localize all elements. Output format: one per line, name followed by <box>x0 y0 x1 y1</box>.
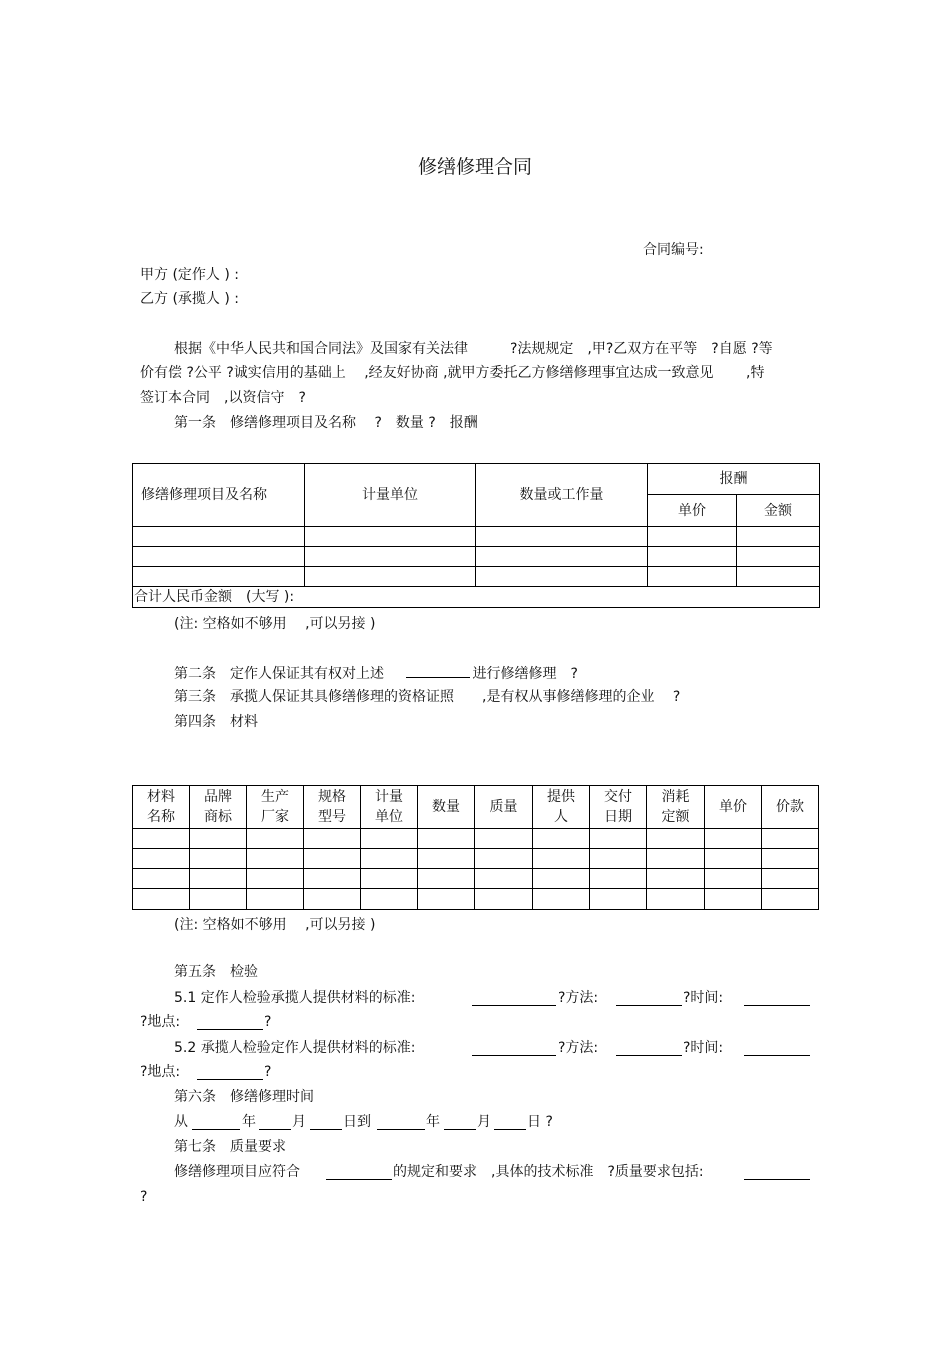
start-month-blank[interactable] <box>259 1114 291 1130</box>
end-day-blank[interactable] <box>494 1114 526 1130</box>
article-1-heading: 第一条 修缮修理项目及名称 ? 数量 ? 报酬 <box>174 415 478 431</box>
s52-place-label: ?地点: <box>140 1064 181 1080</box>
intro-line-2: 价有偿 ?公平 ?诚实信用的基础上 ,经友好协商 ,就甲方委托乙方修缮修理事宜达成一致意见 ,特 <box>140 365 765 381</box>
table-row <box>133 567 820 587</box>
s51-time-label: ?时间: <box>683 990 724 1006</box>
party-b-line: 乙方 (承揽人 ) : <box>140 291 239 307</box>
header-quantity: 数量或工作量 <box>476 464 648 527</box>
note-2: (注: 空格如不够用 ,可以另接 ) <box>174 917 376 933</box>
intro-line-3: 签订本合同 ,以资信守 ? <box>140 390 306 406</box>
header-project: 修缮修理项目及名称 <box>133 464 305 527</box>
time-day-end: 日 ? <box>527 1114 553 1130</box>
header-pay: 报酬 <box>648 464 820 495</box>
quality-text-a: 修缮修理项目应符合 <box>174 1164 300 1180</box>
mh-0: 材料 名称 <box>133 786 190 829</box>
s52-place-blank[interactable] <box>197 1064 263 1080</box>
table-row <box>133 849 819 869</box>
contract-number-label: 合同编号: <box>643 242 704 258</box>
mh-9: 消耗 定额 <box>647 786 705 829</box>
table-row <box>133 547 820 567</box>
mh-8: 交付 日期 <box>590 786 647 829</box>
article-6-heading: 第六条 修缮修理时间 <box>174 1089 314 1105</box>
article-2-blank[interactable] <box>406 662 470 678</box>
article-3: 第三条 承揽人保证其具修缮修理的资格证照 ,是有权从事修缮修理的企业 ? <box>174 689 681 705</box>
note-1: (注: 空格如不够用 ,可以另接 ) <box>174 616 376 632</box>
quality-standard-blank[interactable] <box>326 1164 392 1180</box>
time-from: 从 <box>174 1114 188 1130</box>
time-year: 年 <box>242 1114 256 1130</box>
table-row <box>133 829 819 849</box>
party-a-line: 甲方 (定作人 ) : <box>140 267 239 283</box>
total-amount-row: 合计人民币金额 (大写 ): <box>133 587 820 608</box>
time-year-2: 年 <box>426 1114 440 1130</box>
s52-time-blank[interactable] <box>744 1040 810 1056</box>
mh-10: 单价 <box>705 786 762 829</box>
header-unit: 计量单位 <box>305 464 476 527</box>
section-5-1-label: 5.1 定作人检验承揽人提供材料的标准: <box>174 990 416 1006</box>
quality-text-b: 的规定和要求 ,具体的技术标准 ?质量要求包括: <box>393 1164 704 1180</box>
header-price: 单价 <box>648 495 737 527</box>
s51-method-label: ?方法: <box>558 990 599 1006</box>
quality-requirements-blank[interactable] <box>744 1164 810 1180</box>
start-year-blank[interactable] <box>192 1114 240 1130</box>
materials-header-row <box>133 786 819 829</box>
s52-method-label: ?方法: <box>558 1040 599 1056</box>
s51-time-blank[interactable] <box>744 990 810 1006</box>
article-5-heading: 第五条 检验 <box>174 964 258 980</box>
mh-1: 品牌 商标 <box>190 786 247 829</box>
mh-6: 质量 <box>475 786 533 829</box>
mh-5: 数量 <box>418 786 475 829</box>
s52-method-blank[interactable] <box>616 1040 682 1056</box>
repair-items-table <box>132 463 820 608</box>
article-7-heading: 第七条 质量要求 <box>174 1139 286 1155</box>
mh-2: 生产 厂家 <box>247 786 304 829</box>
end-year-blank[interactable] <box>377 1114 425 1130</box>
mh-11: 价款 <box>762 786 819 829</box>
quality-end: ? <box>140 1189 148 1205</box>
table-row <box>133 527 820 547</box>
article-2-tail: 进行修缮修理 ? <box>472 666 578 682</box>
time-day-to: 日到 <box>343 1114 371 1130</box>
mh-3: 规格 型号 <box>304 786 361 829</box>
s51-place-label: ?地点: <box>140 1014 181 1030</box>
time-month-2: 月 <box>477 1114 491 1130</box>
article-2 <box>174 662 578 684</box>
s51-place-blank[interactable] <box>197 1014 263 1030</box>
article-4-heading: 第四条 材料 <box>174 714 258 730</box>
s52-standard-blank[interactable] <box>472 1040 556 1056</box>
mh-7: 提供 人 <box>533 786 590 829</box>
page-title: 修缮修理合同 <box>417 156 532 178</box>
time-month: 月 <box>292 1114 306 1130</box>
s51-end: ? <box>264 1014 272 1030</box>
start-day-blank[interactable] <box>310 1114 342 1130</box>
table-row <box>133 869 819 889</box>
s52-time-label: ?时间: <box>683 1040 724 1056</box>
s52-end: ? <box>264 1064 272 1080</box>
intro-line-1: 根据《中华人民共和国合同法》及国家有关法律 ?法规规定 ,甲?乙双方在平等 ?自愿 ?等 <box>174 341 773 357</box>
end-month-blank[interactable] <box>444 1114 476 1130</box>
materials-table <box>132 785 819 910</box>
header-amount: 金额 <box>737 495 820 527</box>
section-5-2-label: 5.2 承揽人检验定作人提供材料的标准: <box>174 1040 416 1056</box>
mh-4: 计量 单位 <box>361 786 418 829</box>
s51-standard-blank[interactable] <box>472 990 556 1006</box>
s51-method-blank[interactable] <box>616 990 682 1006</box>
article-2-text: 第二条 定作人保证其有权对上述 <box>174 666 384 682</box>
table-row <box>133 889 819 910</box>
